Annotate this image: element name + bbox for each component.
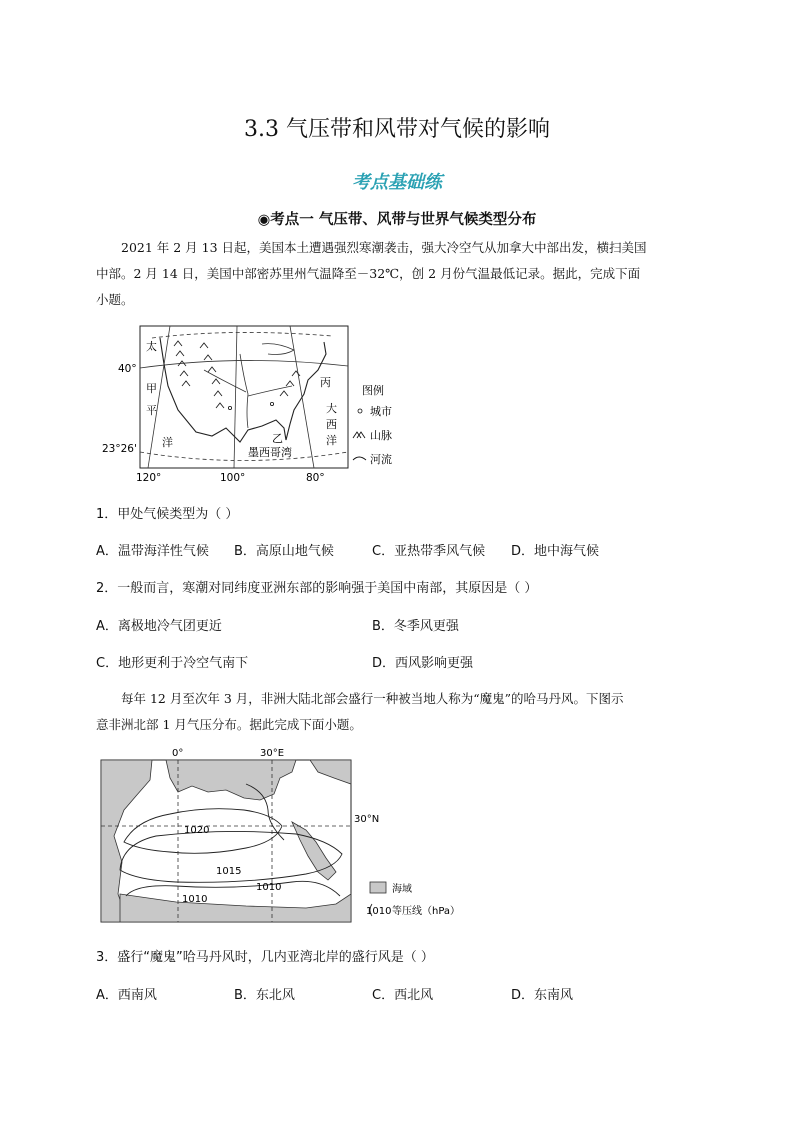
passage-1 <box>96 235 702 313</box>
question-2-stem: 2．一般而言，寒潮对同纬度亚洲东部的影响强于美国中南部，其原因是（ ） <box>96 581 538 596</box>
lat-label-40: 40° <box>118 363 137 375</box>
label-yang: 洋 <box>162 436 173 449</box>
q1-option-c[interactable]: C．亚热带季风气候 <box>372 544 486 559</box>
passage-2 <box>96 686 702 738</box>
legend-city-icon <box>358 409 362 413</box>
q1-option-d[interactable]: D．地中海气候 <box>511 544 600 559</box>
subtitle: 考点基础练 <box>352 172 442 193</box>
q2-option-b[interactable]: B．冬季风更强 <box>372 619 459 634</box>
label-bing: 丙 <box>320 376 331 389</box>
label-ping: 平 <box>146 404 157 417</box>
legend-sea-swatch <box>370 882 386 893</box>
lon-label-80: 80° <box>306 472 325 484</box>
label-tai: 太 <box>146 340 157 353</box>
isobar-label-1020: 1020 <box>184 825 210 836</box>
city-marker <box>228 406 231 409</box>
label-atlantic-2: 西 <box>326 418 337 431</box>
lon-label-100: 100° <box>220 472 246 484</box>
lon-label-0: 0° <box>172 748 184 759</box>
page-title: 3.3 气压带和风带对气候的影响 <box>244 117 550 142</box>
passage-1-line-1: 2021 年 2 月 13 日起，美国本土遭遇强烈寒潮袭击，强大冷空气从加拿大中部出发，横扫美国 <box>121 240 647 255</box>
legend-mountain-icon <box>353 432 365 438</box>
lat-label-2326: 23°26' <box>102 443 137 455</box>
section-heading: ◉考点一 气压带、风带与世界气候类型分布 <box>257 212 537 228</box>
passage-2-line-2: 意非洲北部 1 月气压分布。据此完成下面小题。 <box>96 717 362 732</box>
isobar-label-1015: 1015 <box>216 866 242 877</box>
legend-river-icon <box>353 457 366 460</box>
label-atlantic-3: 洋 <box>326 434 337 447</box>
q2-option-a[interactable]: A．离极地冷气团更近 <box>96 619 222 634</box>
legend-mountain: 山脉 <box>370 429 392 442</box>
north-africa-pressure-map <box>96 744 476 926</box>
q3-option-a[interactable]: A．西南风 <box>96 988 157 1003</box>
legend-isobar-value: 1010 <box>366 906 392 917</box>
label-jia: 甲 <box>146 382 157 395</box>
passage-1-line-2: 中部。2 月 14 日，美国中部密苏里州气温降至－32℃，创 2 月份气温最低记录。据此，完成下面 <box>96 266 641 281</box>
legend-city: 城市 <box>370 405 392 418</box>
legend-river: 河流 <box>370 453 392 466</box>
isobar-label-1010-south: 1010 <box>182 894 208 905</box>
label-yi: 乙 <box>272 432 283 445</box>
passage-2-line-1: 每年 12 月至次年 3 月，非洲大陆北部会盛行一种被当地人称为“魔鬼”的哈马丹风。下图示 <box>121 691 624 706</box>
lon-label-120: 120° <box>136 472 162 484</box>
lat-label-30n: 30°N <box>354 814 380 825</box>
q2-option-d[interactable]: D．西风影响更强 <box>372 656 474 671</box>
q1-option-b[interactable]: B．高原山地气候 <box>234 544 334 559</box>
legend-title: 图例 <box>362 384 384 397</box>
isobar-label-1010-east: 1010 <box>256 882 282 893</box>
q3-option-d[interactable]: D．东南风 <box>511 988 574 1003</box>
lon-label-30e: 30°E <box>260 748 285 759</box>
legend-sea: 海域 <box>392 884 412 895</box>
label-gulf-of-mexico: 墨西哥湾 <box>248 446 292 459</box>
label-atlantic-1: 大 <box>326 402 337 415</box>
legend-isobar-text: 等压线（hPa） <box>392 906 461 917</box>
q3-option-b[interactable]: B．东北风 <box>234 988 295 1003</box>
question-3-stem: 3．盛行“魔鬼”哈马丹风时，几内亚湾北岸的盛行风是（ ） <box>96 950 434 965</box>
city-marker <box>270 402 273 405</box>
passage-1-line-3: 小题。 <box>96 292 134 307</box>
q1-option-a[interactable]: A．温带海洋性气候 <box>96 544 209 559</box>
q2-option-c[interactable]: C．地形更利于冷空气南下 <box>96 656 249 671</box>
us-cold-wave-map <box>102 324 412 484</box>
question-1-stem: 1．甲处气候类型为（ ） <box>96 507 239 522</box>
q3-option-c[interactable]: C．西北风 <box>372 988 434 1003</box>
